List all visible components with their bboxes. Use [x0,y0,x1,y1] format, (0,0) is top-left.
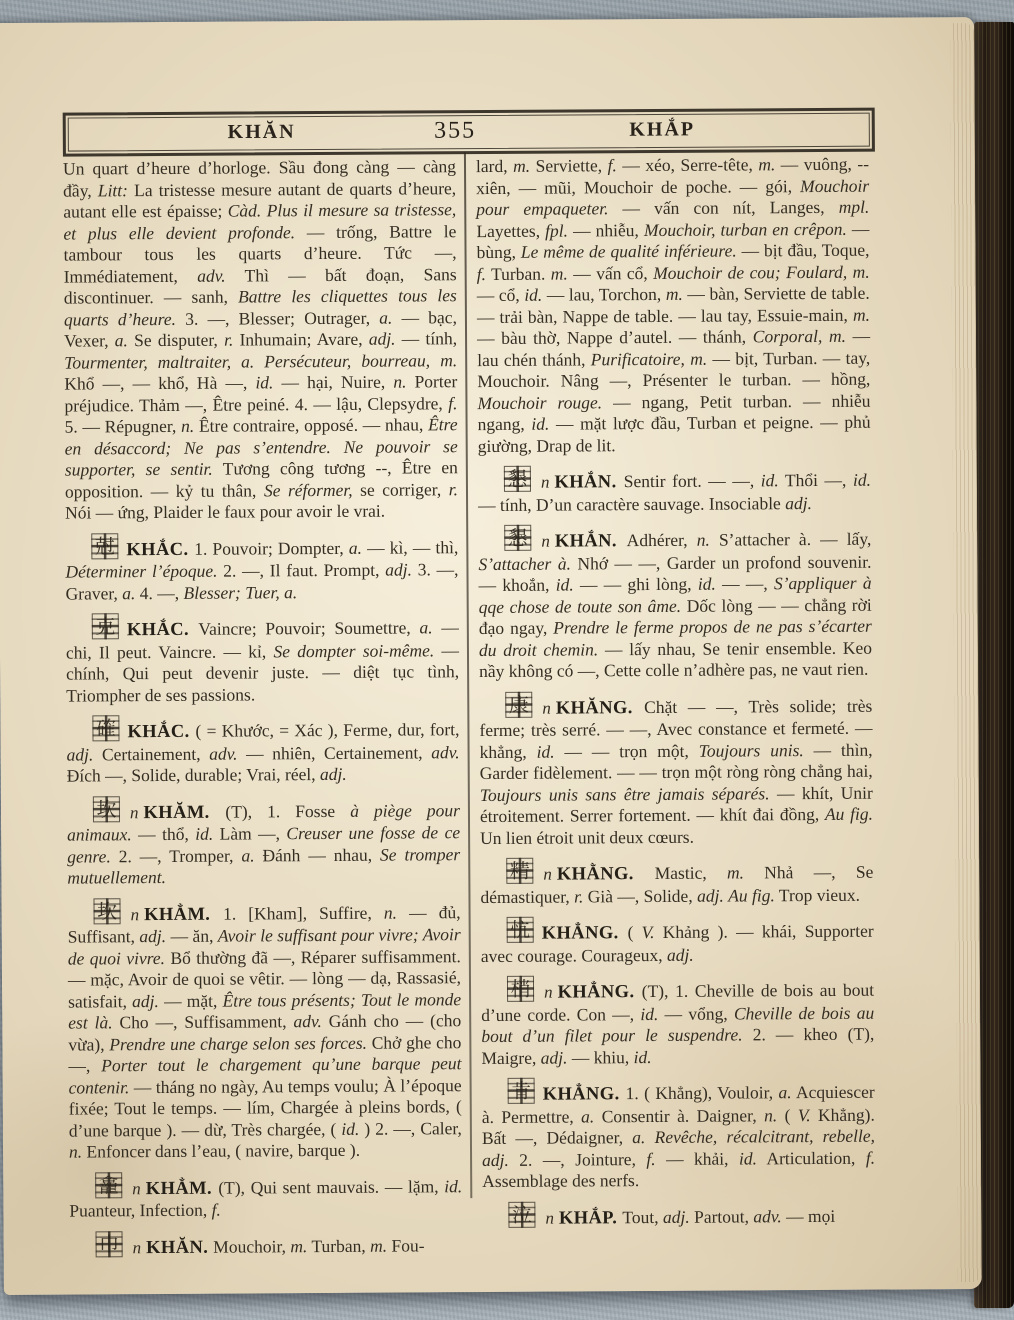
entry-headword: KHĂNG. [555,697,645,719]
cjk-headword-character: 巾 [96,1231,123,1257]
dictionary-entry: 尅 KHẮC. 1. Pouvoir; Dompter, a. — kì, — thì, Déterminer l’époque. 2. —, Il faut. Prompt, adj. 3. —, Graver, a. 4. —, Blesser; Tuer, a. [65,533,459,604]
dictionary-entry: 忼 KHẲNG. ( V. Khảng ). — khái, Supporter avec courage. Courageux, adj. [480,917,874,966]
entry-headword: KHẲNG. [541,923,628,944]
entry-headword: KHẲNG. [557,982,642,1003]
cjk-headword-character: 泣 [508,1201,535,1227]
text-column-right [476,154,876,1230]
dictionary-entry: 克 KHẮC. Vaincre; Pouvoir; Soumettre, a. — chi, Il peut. Vaincre. — kỉ, Se dompter soi-même. — chính, Qui peut devenir juste. — diệt tục tình, Triompher de ses passions. [65,614,460,706]
grammar-particle: n [543,982,553,1002]
grammar-particle: n [542,698,551,718]
book-page [0,17,982,1295]
dictionary-entry: 精 n KHẰNG. Mastic, m. Nhả —, Se démastiquer, r. Già —, Solide, adj. Au fig. Trop vieux. [480,858,874,907]
dictionary-entry: 泣 n KHẮP. Tout, adj. Partout, adv. — mọi [482,1199,875,1230]
grammar-particle: n [132,1178,141,1198]
grammar-particle: n [130,904,140,924]
dictionary-entry: 確 KHẮC. ( = Khước, = Xác ), Ferme, dur, fort, adj. Certainement, adv. — nhiên, Certainement, adv. Đích —, Solide, durable; Vrai, réel, adj. [66,716,460,786]
entry-headword: KHẮC. [126,539,195,560]
cjk-headword-character: 坎 [93,898,120,924]
dictionary-entry: 懇 n KHẮN. Sentir fort. — —, id. Thổi —, id. — tính, D’un caractère sauvage. Insociable adj. [478,466,871,515]
dictionary-entry: 梢 n KHẲNG. (T), 1. Cheville de bois au bout d’une corde. Con —, id. — vổng, Cheville de bois au bout d’un filet pour le suspendre. 2. — kheo (T), Maigre, adj. — khiu, id. [481,976,875,1068]
dictionary-entry: 懇 n KHẮN. Adhérer, n. S’attacher à. — lấy, S’attacher à. Nhớ — —, Garder un profond souvenir. — khoắn, id. — — ghi lòng, id. — —, S’appliquer à qqe chose de toute son âme. Dốc lòng — — chẳng rời đạo ngay, Prendre le ferme propos de ne pas s’écarter du droit chemin. — lấy nhau, Se tenir ensemble. Keo nầy không có —, Cette colle n’adhère pas, ne vaut rien. [478,525,873,682]
cjk-headword-character: 忼 [507,917,534,943]
entry-headword: KHẮC. [126,619,199,641]
cjk-headword-character: 確 [92,715,119,741]
page-number: 355 [434,117,477,144]
entry-headword: KHẰNG. [556,863,655,885]
dictionary-entry: 龕 n KHẲM. (T), Qui sent mauvais. — lặm, id. Puanteur, Infection, f. [69,1172,463,1221]
dictionary-entry: 巾 n KHĂN. Mouchoir, m. Turban, m. Fou- [70,1229,463,1260]
continuation-paragraph: lard, m. Serviette, f. — xéo, Serre-tête, m. — vuông, -- xiên, — mũi, Mouchoir de poche. — gói, Mouchoir pour empaqueter. — vấn con nít, Langes, mpl. Layettes, fpl. — nhiễu, Mouchoir, turban en crêpon. — bùng, Le même de qualité inférieure. — bịt đầu, Toque, f. Turban. m. — vấn cổ, Mouchoir de cou; Foulard, m. — cổ, id. — lau, Torchon, m. — bàn, Serviette de table. — trải bàn, Nappe de table. — lau tay, Essuie-main, m. — bàu thờ, Nappe d’autel. — thánh, Corporal, m. — lau chén thánh, Purificatoire, m. — bịt, Turban. — tay, Mouchoir. Nâng —, Présenter le turban. — hồng, Mouchoir rouge. — ngang, Petit turban. — nhiễu ngang, id. — mặt lược đầu, Turban et peigne. — phủ giường, Drap de lit. [475,153,871,456]
entry-headword: KHẮN. [554,531,627,552]
cjk-headword-character: 精 [506,858,533,884]
grammar-particle: n [543,864,552,884]
entry-headword: KHẲNG. [542,1084,626,1105]
entry-headword: KHẮC. [127,721,196,743]
column-divider-rule [464,152,472,1198]
running-head-right-word: KHẮP [629,118,696,141]
text-column-left [63,156,463,1259]
cjk-headword-character: 懇 [504,525,531,551]
entry-headword: KHẲM. [144,904,224,925]
cjk-headword-character: 肯 [508,1078,535,1104]
cjk-headword-character: 龕 [95,1172,122,1198]
running-head-left-word: KHĂN [227,120,296,144]
dictionary-entry: 肯 KHẲNG. 1. ( Khẳng), Vouloir, a. Acquiescer à. Permettre, a. Consentir à. Daigner, n. ( V. Khẳng). Bất —, Dédaigner, a. Revêche, récalcitrant, rebelle, adj. 2. —, Jointure, f. — khải, id. Articulation, f. Assemblage des nerfs. [481,1078,876,1192]
grammar-particle: n [540,472,550,492]
entry-headword: KHĂN. [146,1237,214,1258]
continuation-paragraph: Un quart d’heure d’horloge. Sầu đong càng — càng đầy, Litt: La tristesse mesure autant de quarts d’heure, autant elle est épaisse; Càd. Plus il mesure sa tristesse, et plus elle devient profonde. — trống, Battre le tambour tous les quarts d’heure. Tức —, Immédiatement, adv. Thì — bất đoạn, Sans discontinuer. — sanh, Battre les cliquettes tous les quarts d’heure. 3. —, Blesser; Outrager, a. — bạc, Vexer, a. Se disputer, r. Inhumain; Avare, adj. — tính, Tourmenter, maltraiter, a. Persécuteur, bourreau, m. Khổ —, — khổ, Hà —, id. — hại, Nuire, n. Porter préjudice. Thảm —, Être peiné. 4. — lậu, Clepsydre, f. 5. — Répugner, n. Être contraire, opposé. — nhau, Être en désaccord; Ne pas s’entendre. Ne pouvoir se supporter, se sentir. Tương công tương --, Être en opposition. — kỷ tu thân, Se réformer, se corriger, r. Nói — ứng, Plaider le faux pour avoir le vrai. [62,156,459,523]
cjk-headword-character: 懇 [504,466,531,492]
grammar-particle: n [541,531,550,551]
dictionary-entry: 坎 n KHẲM. 1. [Kham], Suffire, n. — đủ, Suffisant, adj. — ăn, Avoir le suffisant pour vivre; Avoir de quoi vivre. Bổ thường đã —, Réparer suffisamment. — mặc, Avoir de quoi se vêtir. — lòng — dạ, Rassasié, satisfait, adj. — mặt, Être tous présents; Tout le monde est là. Cho —, Suffisamment, adv. Gánh cho — (cho vừa), Prendre une charge selon ses forces. Chở ghe cho —, Porter tout le chargement qu’une barque peut contenir. — tháng no ngày, Au temps voulu; À l’époque fixée; Tout le temps. — lím, Chargée à pleins bords, ( d’une barque ). — dừ, Très chargée, ( id. ) 2. —, Caler, n. Enfoncer dans l’eau, ( navire, barque ). [67,898,462,1162]
entry-headword: KHĂM. [143,802,226,823]
dictionary-entry: 康 n KHĂNG. Chặt — —, Très solide; très ferme; très serré. — —, Avec constance et fermeté. — khẳng, id. — — trọn một, Toujours unis. — thìn, Garder fidèlement. — — trọn một ròng ròng chẳng hai, Toujours unis sans être jamais séparés. — khít, Unir étroitement. Serrer fortement. — khít đai đồng, Au fig. Un lien étroit unit deux cœurs. [479,692,874,848]
grammar-particle: n [132,1237,142,1257]
entry-headword: KHẮN. [554,472,624,493]
cjk-headword-character: 克 [92,613,119,639]
grammar-particle: n [545,1208,554,1228]
cjk-headword-character: 康 [505,691,532,717]
cjk-headword-character: 坎 [93,796,120,822]
entry-headword: KHẮP. [558,1207,623,1229]
cjk-headword-character: 尅 [91,533,118,559]
grammar-particle: n [129,802,139,822]
entry-headword: KHẲM. [145,1178,219,1199]
cjk-headword-character: 梢 [507,976,534,1002]
running-head-box [63,108,875,157]
dictionary-entry: 坎 n KHĂM. (T), 1. Fosse à piège pour animaux. — thổ, id. Làm —, Creuser une fosse de ce genre. 2. —, Tromper, a. Đánh — nhau, Se tromper mutuellement. [67,796,461,888]
